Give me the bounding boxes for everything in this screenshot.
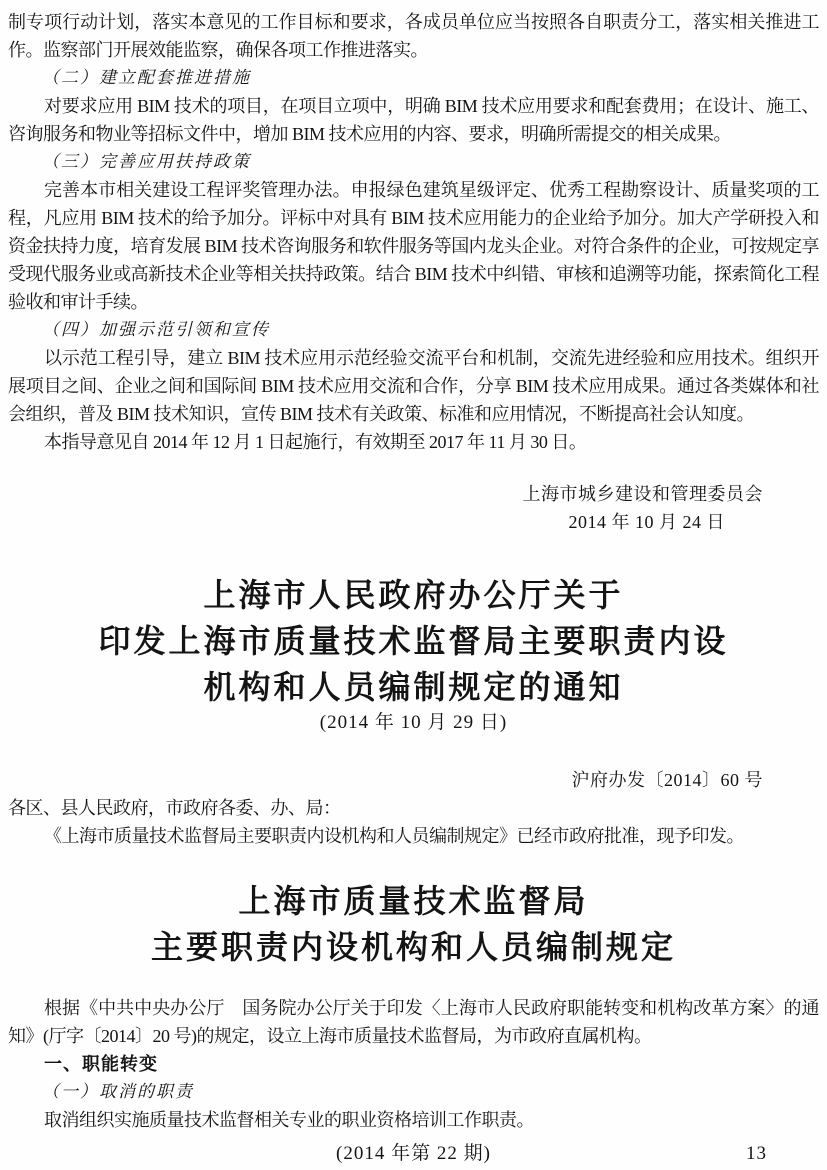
paragraph-establishment-basis: 根据《中共中央办公厅 国务院办公厅关于印发〈上海市人民政府职能转变和机构改革方案〉的通知》(厅字〔2014〕20 号)的规定，设立上海市质量技术监督局，为市政府直属机构。 <box>8 998 819 1046</box>
paragraph-effective-date: 本指导意见自 2014 年 12 月 1 日起施行，有效期至 2017 年 11 月 30 日。 <box>44 432 587 452</box>
sub-heading-cancelled-duties: （一）取消的职责 <box>42 1082 194 1101</box>
section-heading-functions: 一、职能转变 <box>44 1054 158 1074</box>
regulation-title-line-2: 主要职责内设机构和人员编制规定 <box>150 929 676 965</box>
paragraph-support-policy: 完善本市相关建设工程评奖管理办法。申报绿色建筑星级评定、优秀工程勘察设计、质量奖项的工程，凡应用 BIM 技术的给予加分。评标中对具有 BIM 技术应用能力的企业给予加分。加大产学研投入和资金扶持力度，培育发展 BIM 技术咨询服务和软件服务等国内龙头企业。对符合条件的企业，可按规定享受现代服务业或高新技术企业等相关扶持政策。结合 BIM 技术中纠错、审核和追溯等功能，探索简化工程验收和审计手续。 <box>8 180 819 312</box>
paragraph-supporting-measures: 对要求应用 BIM 技术的项目，在项目立项中，明确 BIM 技术应用要求和配套费用；在设计、施工、咨询服务和物业等招标文件中，增加 BIM 技术应用的内容、要求，明确所需提交的相关成果。 <box>8 96 819 144</box>
title-line-3: 机构和人员编制规定的通知 <box>203 669 624 705</box>
title-line-1: 上海市人民政府办公厅关于 <box>203 577 624 613</box>
paragraph-promotion: 以示范工程引导，建立 BIM 技术应用示范经验交流平台和机制，交流先进经验和应用技术。组织开展项目之间、企业之间和国际间 BIM 技术应用交流和合作，分享 BIM 技术应用成果。通过各类媒体和社会组织，普及 BIM 技术知识，宣传 BIM 技术有关政策、标准和应用情况，不断提高社会认知度。 <box>8 348 819 424</box>
document-date: (2014 年 10 月 29 日) <box>319 712 508 733</box>
regulation-title <box>8 878 819 970</box>
bim-guidance-document-tail <box>8 8 819 536</box>
paragraph-continuation: 制专项行动计划，落实本意见的工作目标和要求，各成员单位应当按照各自职责分工，落实相关推进工作。监察部门开展效能监察，确保各项工作推进落实。 <box>8 12 819 60</box>
quality-supervision-notice-document <box>8 572 819 1134</box>
paragraph-cancelled-duty: 取消组织实施质量技术监督相关专业的职业资格培训工作职责。 <box>44 1110 534 1130</box>
regulation-title-line-1: 上海市质量技术监督局 <box>238 883 589 919</box>
page-footer <box>8 1140 819 1168</box>
page-number: 13 <box>746 1143 767 1164</box>
heading-item-2: （二）建立配套推进措施 <box>42 68 251 87</box>
heading-item-4: （四）加强示范引领和宣传 <box>42 320 270 339</box>
signature-organization: 上海市城乡建设和管理委员会 <box>522 484 763 504</box>
document-number: 沪府办发〔2014〕60 号 <box>571 770 763 790</box>
paragraph-issue-statement: 《上海市质量技术监督局主要职责内设机构和人员编制规定》已经市政府批准，现予印发。 <box>44 826 744 846</box>
salutation: 各区、县人民政府，市政府各委、办、局： <box>8 798 341 818</box>
journal-issue-label: (2014 年第 22 期) <box>336 1143 491 1164</box>
signature-block <box>8 480 819 536</box>
title-line-2: 印发上海市质量技术监督局主要职责内设 <box>98 623 729 659</box>
document-title <box>8 572 819 710</box>
signature-date: 2014 年 10 月 24 日 <box>568 512 725 532</box>
heading-item-3: （三）完善应用扶持政策 <box>42 152 251 171</box>
